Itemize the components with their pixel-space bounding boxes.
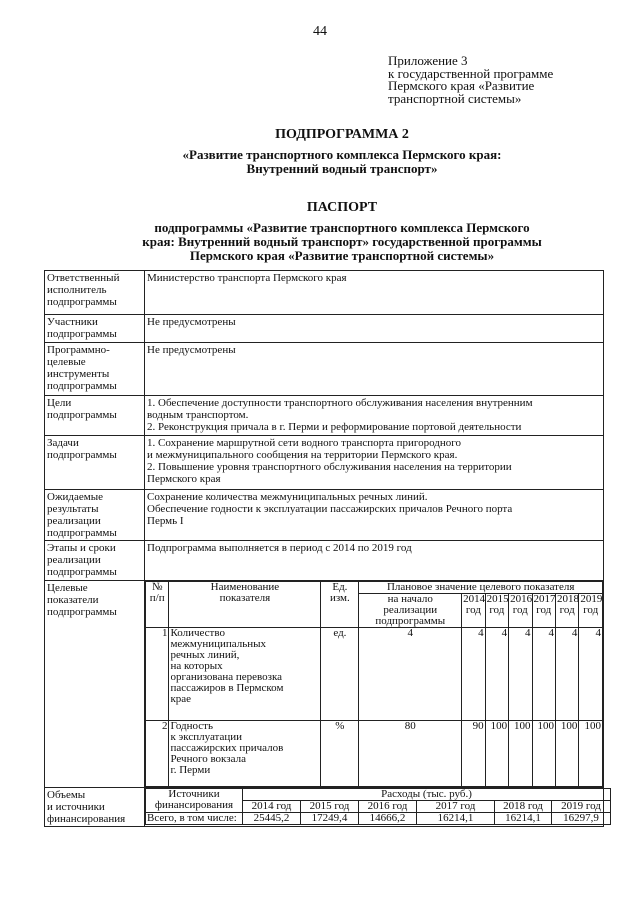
header-num: № п/п [146, 582, 169, 628]
header-year-2016: 2016 год [509, 594, 532, 628]
indicator-unit: % [321, 721, 359, 787]
row-participants [45, 315, 604, 343]
funding-expenses-header: Расходы (тыс. руб.) [243, 789, 611, 801]
funding-year-2015: 2015 год [301, 801, 359, 813]
funding-source-header: Источники финансирования [146, 789, 243, 813]
value-goals: 1. Обеспечение доступности транспортного обслуживания населения внутренним водным транспортом. 2. Реконструкция причала в г. Перми и реформирование портовой деятельности [145, 396, 604, 436]
header-year-2019: 2019 год [579, 594, 603, 628]
indicator-name: Годность к эксплуатации пассажирских причалов Речного вокзала г. Перми [169, 721, 321, 787]
label-participants: Участники подпрограммы [45, 315, 145, 343]
header-year-2015: 2015 год [485, 594, 508, 628]
value-instruments: Не предусмотрены [145, 343, 604, 396]
passport-table [44, 270, 604, 827]
indicator-value-2019: 4 [579, 628, 603, 721]
passport-title: ПАСПОРТ [306, 200, 378, 215]
indicator-name: Количество межмуниципальных речных линий, на которых организована перевозка пассажиров в Пермском крае [169, 628, 321, 721]
row-instruments [45, 343, 604, 396]
row-goals [45, 396, 604, 436]
value-executor: Министерство транспорта Пермского края [145, 271, 604, 315]
value-stages: Подпрограмма выполняется в период с 2014 по 2019 год [145, 541, 604, 581]
header-name: Наименование показателя [169, 582, 321, 628]
indicator-num: 2 [146, 721, 169, 787]
subprogram-name: «Развитие транспортного комплекса Пермского края: Внутренний водный транспорт» [182, 147, 502, 176]
indicator-value-2019: 100 [579, 721, 603, 787]
passport-subtitle: подпрограммы «Развитие транспортного комплекса Пермского края: Внутренний водный транспорт» государственной программы Пермского края «Развитие транспортной системы» [142, 220, 542, 263]
funding-total-label: Всего, в том числе: [146, 813, 243, 825]
row-indicators [45, 581, 604, 788]
funding-total-2015: 17249,4 [301, 813, 359, 825]
funding-table [145, 788, 611, 825]
label-instruments: Программно- целевые инструменты подпрограммы [45, 343, 145, 396]
value-tasks: 1. Сохранение маршрутной сети водного транспорта пригородного и межмуниципального сообщения на территории Пермского края. 2. Повышение уровня транспортного обслуживания населения на территории Пермского края [145, 436, 604, 490]
funding-total-2019: 16297,9 [552, 813, 611, 825]
header-year-2017: 2017 год [532, 594, 555, 628]
funding-year-2017: 2017 год [417, 801, 495, 813]
funding-total-2018: 16214,1 [495, 813, 552, 825]
funding-year-2014: 2014 год [243, 801, 301, 813]
page-number: 44 [313, 24, 327, 39]
indicator-unit: ед. [321, 628, 359, 721]
indicator-value-2014: 90 [462, 721, 485, 787]
header-start: на начало реализации подпрограммы [359, 594, 462, 628]
row-stages [45, 541, 604, 581]
indicators-header-row [146, 582, 603, 594]
subprogram-title: ПОДПРОГРАММА 2 [275, 127, 409, 142]
indicator-value-2014: 4 [462, 628, 485, 721]
label-funding: Объемы и источники финансирования [45, 788, 145, 827]
value-results: Сохранение количества межмуниципальных речных линий. Обеспечение годности к эксплуатации пассажирских причалов Речного порта Пермь I [145, 490, 604, 541]
funding-total-2017: 16214,1 [417, 813, 495, 825]
indicator-value-2015: 4 [485, 628, 508, 721]
funding-cell [145, 788, 604, 827]
indicator-value-2016: 4 [509, 628, 532, 721]
label-goals: Цели подпрограммы [45, 396, 145, 436]
indicator-row [146, 628, 603, 721]
indicator-value-2017: 4 [532, 628, 555, 721]
label-indicators: Целевые показатели подпрограммы [45, 581, 145, 788]
funding-header-row [146, 789, 611, 801]
header-year-2018: 2018 год [555, 594, 578, 628]
indicators-table [145, 581, 603, 787]
funding-year-2016: 2016 год [359, 801, 417, 813]
header-year-2014: 2014 год [462, 594, 485, 628]
label-results: Ожидаемые результаты реализации подпрограммы [45, 490, 145, 541]
indicator-start: 80 [359, 721, 462, 787]
indicator-value-2016: 100 [509, 721, 532, 787]
funding-total-2014: 25445,2 [243, 813, 301, 825]
row-executor [45, 271, 604, 315]
indicator-value-2018: 4 [555, 628, 578, 721]
funding-year-2019: 2019 год [552, 801, 611, 813]
indicator-value-2018: 100 [555, 721, 578, 787]
indicator-num: 1 [146, 628, 169, 721]
indicator-start: 4 [359, 628, 462, 721]
label-executor: Ответственный исполнитель подпрограммы [45, 271, 145, 315]
header-unit: Ед. изм. [321, 582, 359, 628]
header-planned: Плановое значение целевого показателя [359, 582, 603, 594]
funding-total-2016: 14666,2 [359, 813, 417, 825]
row-tasks [45, 436, 604, 490]
row-results [45, 490, 604, 541]
funding-year-2018: 2018 год [495, 801, 552, 813]
indicator-value-2015: 100 [485, 721, 508, 787]
indicators-cell [145, 581, 604, 788]
value-participants: Не предусмотрены [145, 315, 604, 343]
row-funding [45, 788, 604, 827]
funding-total-row [146, 813, 611, 825]
label-tasks: Задачи подпрограммы [45, 436, 145, 490]
indicator-row [146, 721, 603, 787]
appendix-note: Приложение 3 к государственной программе Пермского края «Развитие транспортной системы» [388, 53, 554, 106]
label-stages: Этапы и сроки реализации подпрограммы [45, 541, 145, 581]
indicator-value-2017: 100 [532, 721, 555, 787]
